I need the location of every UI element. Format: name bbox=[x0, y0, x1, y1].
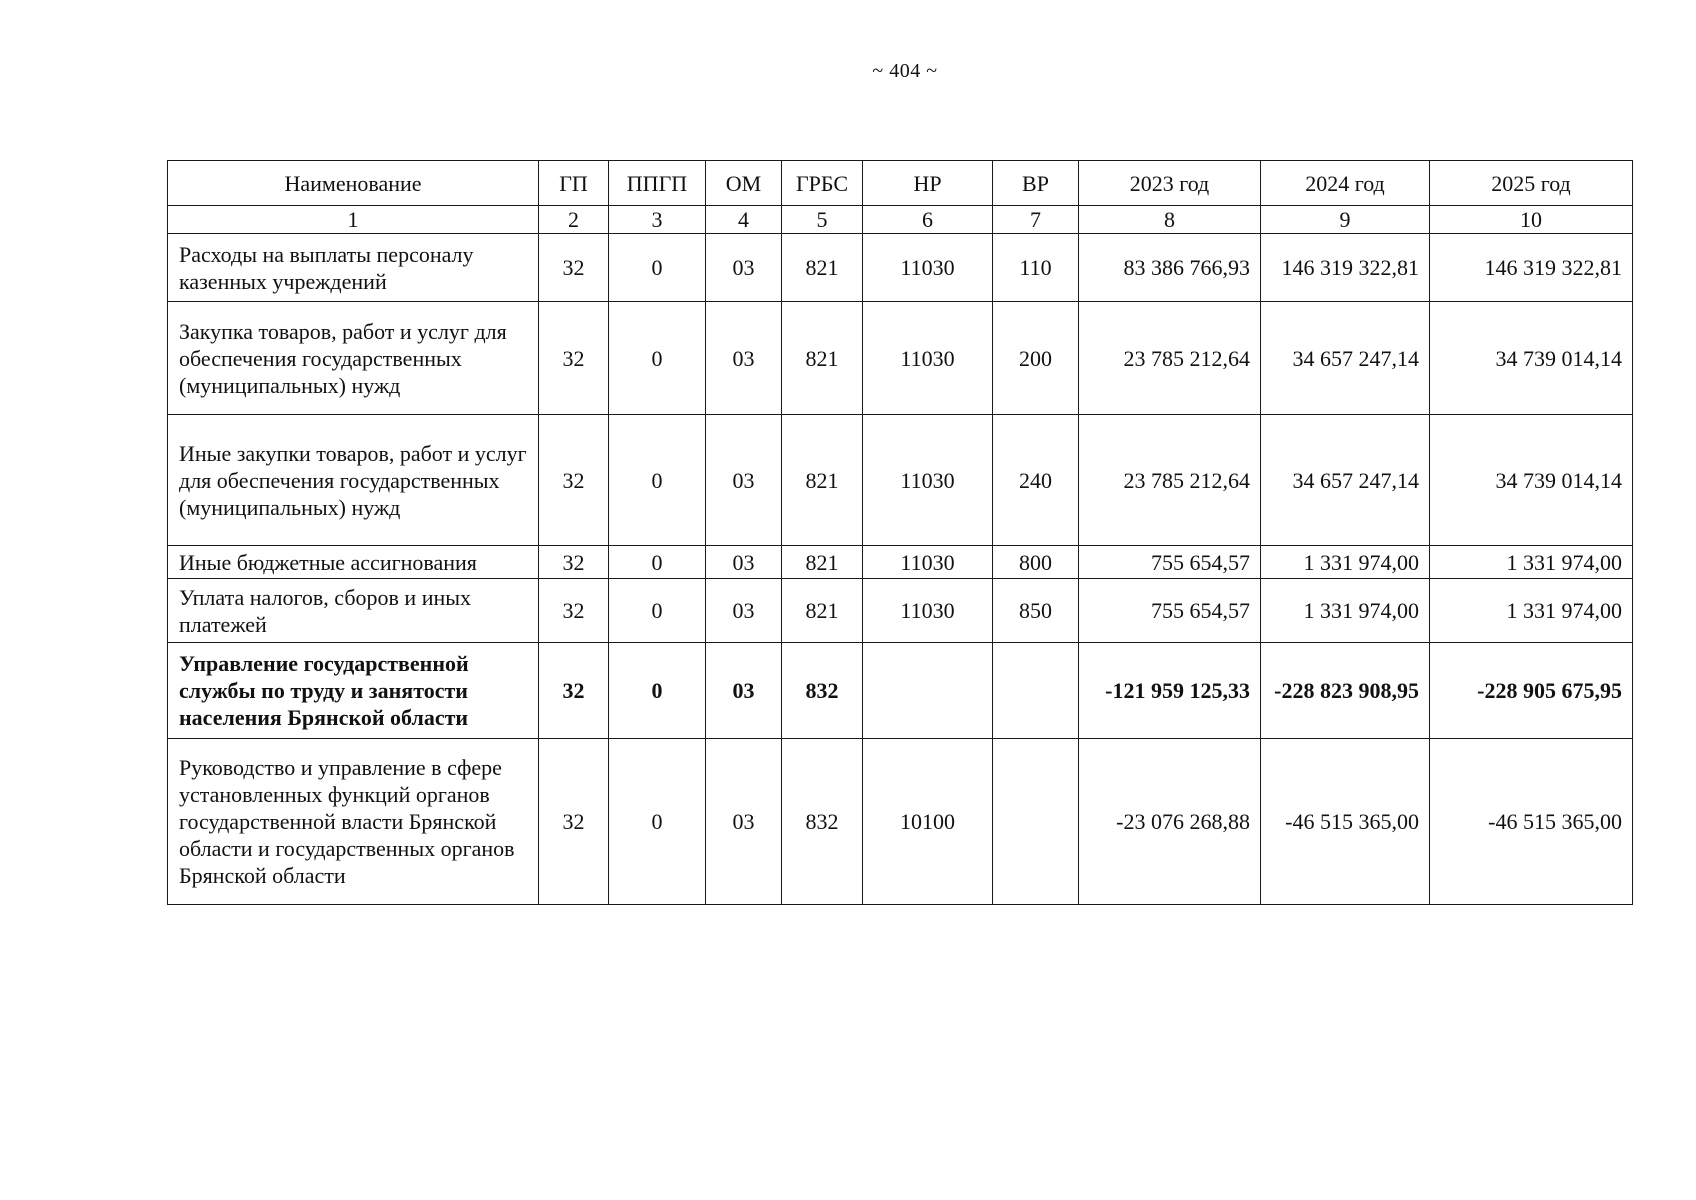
cell-om: 03 bbox=[706, 739, 782, 905]
column-number: 9 bbox=[1261, 206, 1430, 234]
row-name: Управление государственной службы по труду и занятости населения Брянской области bbox=[168, 643, 539, 739]
header-grbs: ГРБС bbox=[782, 161, 863, 206]
cell-grbs: 821 bbox=[782, 302, 863, 415]
header-nr: НР bbox=[863, 161, 993, 206]
column-number: 3 bbox=[609, 206, 706, 234]
cell-2025: 34 739 014,14 bbox=[1430, 415, 1633, 546]
cell-2025: 1 331 974,00 bbox=[1430, 546, 1633, 579]
cell-nr bbox=[863, 643, 993, 739]
cell-2024: -46 515 365,00 bbox=[1261, 739, 1430, 905]
cell-ppgp: 0 bbox=[609, 739, 706, 905]
cell-2023: -23 076 268,88 bbox=[1079, 739, 1261, 905]
cell-ppgp: 0 bbox=[609, 546, 706, 579]
column-number: 8 bbox=[1079, 206, 1261, 234]
column-number: 10 bbox=[1430, 206, 1633, 234]
cell-2024: 146 319 322,81 bbox=[1261, 234, 1430, 302]
cell-om: 03 bbox=[706, 234, 782, 302]
column-number: 1 bbox=[168, 206, 539, 234]
header-om: ОМ bbox=[706, 161, 782, 206]
cell-vr: 240 bbox=[993, 415, 1079, 546]
cell-om: 03 bbox=[706, 302, 782, 415]
cell-gp: 32 bbox=[539, 739, 609, 905]
cell-2024: 34 657 247,14 bbox=[1261, 302, 1430, 415]
cell-gp: 32 bbox=[539, 234, 609, 302]
cell-2025: -46 515 365,00 bbox=[1430, 739, 1633, 905]
cell-vr bbox=[993, 643, 1079, 739]
cell-nr: 10100 bbox=[863, 739, 993, 905]
cell-2023: 755 654,57 bbox=[1079, 579, 1261, 643]
column-number: 7 bbox=[993, 206, 1079, 234]
cell-2023: 23 785 212,64 bbox=[1079, 415, 1261, 546]
cell-nr: 11030 bbox=[863, 302, 993, 415]
column-number: 2 bbox=[539, 206, 609, 234]
cell-grbs: 832 bbox=[782, 643, 863, 739]
row-name: Уплата налогов, сборов и иных платежей bbox=[168, 579, 539, 643]
row-name: Иные закупки товаров, работ и услуг для обеспечения государственных (муниципальных) нужд bbox=[168, 415, 539, 546]
cell-gp: 32 bbox=[539, 415, 609, 546]
header-ppgp: ППГП bbox=[609, 161, 706, 206]
cell-vr: 110 bbox=[993, 234, 1079, 302]
budget-table-container bbox=[167, 160, 1632, 905]
cell-om: 03 bbox=[706, 643, 782, 739]
cell-2023: 23 785 212,64 bbox=[1079, 302, 1261, 415]
row-name: Расходы на выплаты персоналу казенных учреждений bbox=[168, 234, 539, 302]
cell-2024: 1 331 974,00 bbox=[1261, 546, 1430, 579]
cell-gp: 32 bbox=[539, 546, 609, 579]
cell-2024: 1 331 974,00 bbox=[1261, 579, 1430, 643]
cell-ppgp: 0 bbox=[609, 302, 706, 415]
cell-ppgp: 0 bbox=[609, 234, 706, 302]
table-row bbox=[168, 234, 1633, 302]
header-gp: ГП bbox=[539, 161, 609, 206]
cell-gp: 32 bbox=[539, 579, 609, 643]
header-2023: 2023 год bbox=[1079, 161, 1261, 206]
cell-ppgp: 0 bbox=[609, 415, 706, 546]
page-number: ~ 404 ~ bbox=[872, 60, 938, 82]
column-number-row bbox=[168, 206, 1633, 234]
cell-2024: 34 657 247,14 bbox=[1261, 415, 1430, 546]
cell-grbs: 832 bbox=[782, 739, 863, 905]
cell-om: 03 bbox=[706, 415, 782, 546]
table-row bbox=[168, 546, 1633, 579]
cell-om: 03 bbox=[706, 579, 782, 643]
cell-2023: 83 386 766,93 bbox=[1079, 234, 1261, 302]
cell-grbs: 821 bbox=[782, 546, 863, 579]
table-row bbox=[168, 302, 1633, 415]
table-row bbox=[168, 415, 1633, 546]
cell-nr: 11030 bbox=[863, 546, 993, 579]
header-2025: 2025 год bbox=[1430, 161, 1633, 206]
cell-vr: 800 bbox=[993, 546, 1079, 579]
table-row bbox=[168, 643, 1633, 739]
budget-table bbox=[167, 160, 1633, 905]
cell-vr: 200 bbox=[993, 302, 1079, 415]
column-number: 5 bbox=[782, 206, 863, 234]
cell-gp: 32 bbox=[539, 302, 609, 415]
header-name: Наименование bbox=[168, 161, 539, 206]
cell-ppgp: 0 bbox=[609, 643, 706, 739]
cell-grbs: 821 bbox=[782, 234, 863, 302]
cell-2024: -228 823 908,95 bbox=[1261, 643, 1430, 739]
cell-nr: 11030 bbox=[863, 415, 993, 546]
cell-2023: -121 959 125,33 bbox=[1079, 643, 1261, 739]
cell-vr bbox=[993, 739, 1079, 905]
cell-2025: 1 331 974,00 bbox=[1430, 579, 1633, 643]
cell-nr: 11030 bbox=[863, 579, 993, 643]
cell-2025: 34 739 014,14 bbox=[1430, 302, 1633, 415]
cell-2025: 146 319 322,81 bbox=[1430, 234, 1633, 302]
cell-vr: 850 bbox=[993, 579, 1079, 643]
cell-om: 03 bbox=[706, 546, 782, 579]
row-name: Руководство и управление в сфере установленных функций органов государственной власти Брянской области и государственных органов Брянской области bbox=[168, 739, 539, 905]
cell-grbs: 821 bbox=[782, 415, 863, 546]
row-name: Закупка товаров, работ и услуг для обеспечения государственных (муниципальных) нужд bbox=[168, 302, 539, 415]
table-row bbox=[168, 739, 1633, 905]
column-number: 4 bbox=[706, 206, 782, 234]
cell-2023: 755 654,57 bbox=[1079, 546, 1261, 579]
row-name: Иные бюджетные ассигнования bbox=[168, 546, 539, 579]
header-row bbox=[168, 161, 1633, 206]
cell-gp: 32 bbox=[539, 643, 609, 739]
cell-ppgp: 0 bbox=[609, 579, 706, 643]
table-row bbox=[168, 579, 1633, 643]
cell-grbs: 821 bbox=[782, 579, 863, 643]
cell-2025: -228 905 675,95 bbox=[1430, 643, 1633, 739]
column-number: 6 bbox=[863, 206, 993, 234]
cell-nr: 11030 bbox=[863, 234, 993, 302]
header-2024: 2024 год bbox=[1261, 161, 1430, 206]
header-vr: ВР bbox=[993, 161, 1079, 206]
